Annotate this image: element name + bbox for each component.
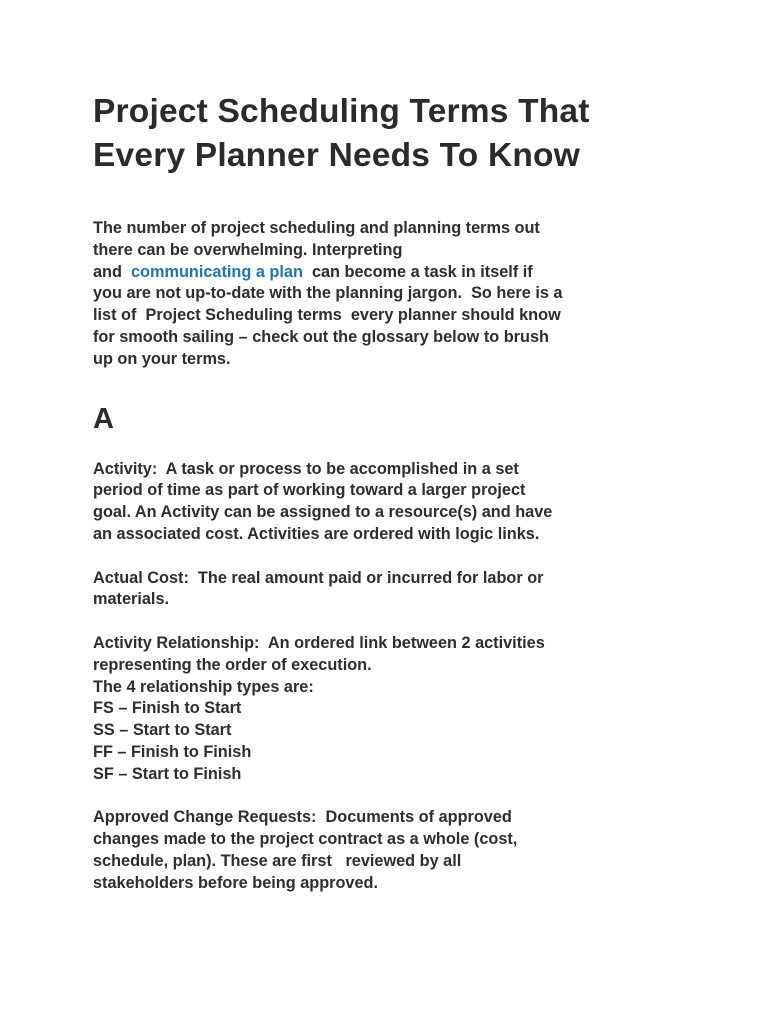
entry-approved-change-requests bbox=[93, 807, 693, 894]
intro-line-4: you are not up-to-date with the planning jargon. So here is a bbox=[93, 284, 563, 303]
entry-actual-cost bbox=[93, 568, 693, 612]
intro-line-7: up on your terms. bbox=[93, 349, 231, 368]
entry-activity bbox=[93, 459, 693, 546]
title-line-2: Every Planner Needs To Know bbox=[93, 137, 580, 174]
relationship-type-sf: SF – Start to Finish bbox=[93, 764, 242, 783]
entry-activity-relationship bbox=[93, 633, 693, 786]
entry-activity-relationship-line-1: Activity Relationship: An ordered link between 2 activities bbox=[93, 633, 545, 652]
entry-actual-cost-line-1: Actual Cost: The real amount paid or incurred for labor or bbox=[93, 568, 544, 587]
relationship-type-ff: FF – Finish to Finish bbox=[93, 742, 252, 761]
entry-approved-change-requests-line-1: Approved Change Requests: Documents of approved bbox=[93, 808, 512, 827]
entry-activity-line-1: Activity: A task or process to be accomplished in a set bbox=[93, 459, 519, 478]
entry-activity-relationship-line-3: The 4 relationship types are: bbox=[93, 677, 314, 696]
intro-line-3-start: and bbox=[93, 262, 131, 281]
intro-line-1: The number of project scheduling and planning terms out bbox=[93, 219, 540, 237]
entry-actual-cost-line-2: materials. bbox=[93, 590, 170, 609]
document-page bbox=[93, 90, 693, 916]
intro-line-6: for smooth sailing – check out the glossary below to brush bbox=[93, 327, 549, 346]
communicating-a-plan-link[interactable]: communicating a plan bbox=[131, 262, 303, 281]
entry-activity-line-4: an associated cost. Activities are ordered with logic links. bbox=[93, 524, 540, 543]
entry-approved-change-requests-line-2: changes made to the project contract as a whole (cost, bbox=[93, 830, 518, 849]
intro-line-3 bbox=[93, 262, 693, 284]
page-title bbox=[93, 90, 693, 178]
intro-paragraph bbox=[93, 218, 693, 371]
glossary-entries bbox=[93, 459, 693, 895]
entry-approved-change-requests-line-4: stakeholders before being approved. bbox=[93, 873, 378, 892]
entry-activity-line-3: goal. An Activity can be assigned to a resource(s) and have bbox=[93, 503, 553, 522]
intro-line-5: list of Project Scheduling terms every planner should know bbox=[93, 306, 561, 325]
entry-approved-change-requests-line-3: schedule, plan). These are first reviewed by all bbox=[93, 851, 462, 870]
entry-activity-relationship-line-2: representing the order of execution. bbox=[93, 655, 372, 674]
title-line-1: Project Scheduling Terms That bbox=[93, 93, 590, 130]
entry-activity-line-2: period of time as part of working toward a larger project bbox=[93, 481, 526, 500]
section-heading-a: A bbox=[93, 402, 114, 435]
relationship-type-ss: SS – Start to Start bbox=[93, 721, 232, 740]
intro-line-2: there can be overwhelming. Interpreting bbox=[93, 240, 403, 259]
relationship-type-fs: FS – Finish to Start bbox=[93, 699, 242, 718]
intro-line-3-end: can become a task in itself if bbox=[302, 262, 533, 281]
